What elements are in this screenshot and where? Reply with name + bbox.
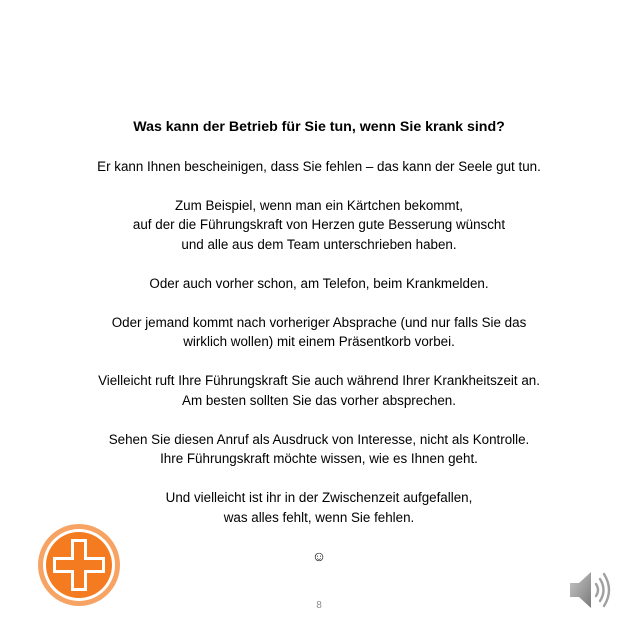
paragraph-line: wirklich wollen) mit einem Präsentkorb vorbei. [183,334,455,349]
paragraph-line: Ihre Führungskraft möchte wissen, wie es Ihnen geht. [160,451,478,466]
paragraph-2 [60,196,578,255]
page-number: 8 [316,600,322,611]
slide-content [60,118,578,566]
paragraph-line: Vielleicht ruft Ihre Führungskraft Sie auch während Ihrer Krankheitszeit an. [98,373,540,388]
paragraph-5 [60,371,578,410]
paragraph-line: Sehen Sie diesen Anruf als Ausdruck von Interesse, nicht als Kontrolle. [108,431,530,447]
slide-title: Was kann der Betrieb für Sie tun, wenn Sie krank sind? [133,119,505,135]
paragraph-line: was alles fehlt, wenn Sie fehlen. [223,509,415,525]
paragraph-line: Am besten sollten Sie das vorher absprechen. [182,392,456,408]
smiley-icon: ☺ [311,547,327,564]
paragraph-3 [60,274,578,294]
paragraph-6 [60,430,578,469]
paragraph-line: Und vielleicht ist ihr in der Zwischenzeit aufgefallen, [165,490,473,505]
paragraph-line: Oder auch vorher schon, am Telefon, beim Krankmelden. [149,275,489,291]
speaker-icon[interactable] [566,566,616,614]
paragraph-line: Er kann Ihnen bescheinigen, dass Sie fehlen – das kann der Seele gut tun. [97,158,541,174]
paragraph-line: Oder jemand kommt nach vorheriger Absprache (und nur falls Sie das [111,314,527,330]
paragraph-1 [60,157,578,177]
orange-cross-icon [36,522,122,608]
paragraph-line: Zum Beispiel, wenn man ein Kärtchen bekommt, [174,197,464,213]
paragraph-line: und alle aus dem Team unterschrieben haben. [181,236,457,252]
paragraph-line: auf der die Führungskraft von Herzen gute Besserung wünscht [132,217,506,232]
paragraph-7 [60,488,578,527]
paragraph-4 [60,313,578,352]
